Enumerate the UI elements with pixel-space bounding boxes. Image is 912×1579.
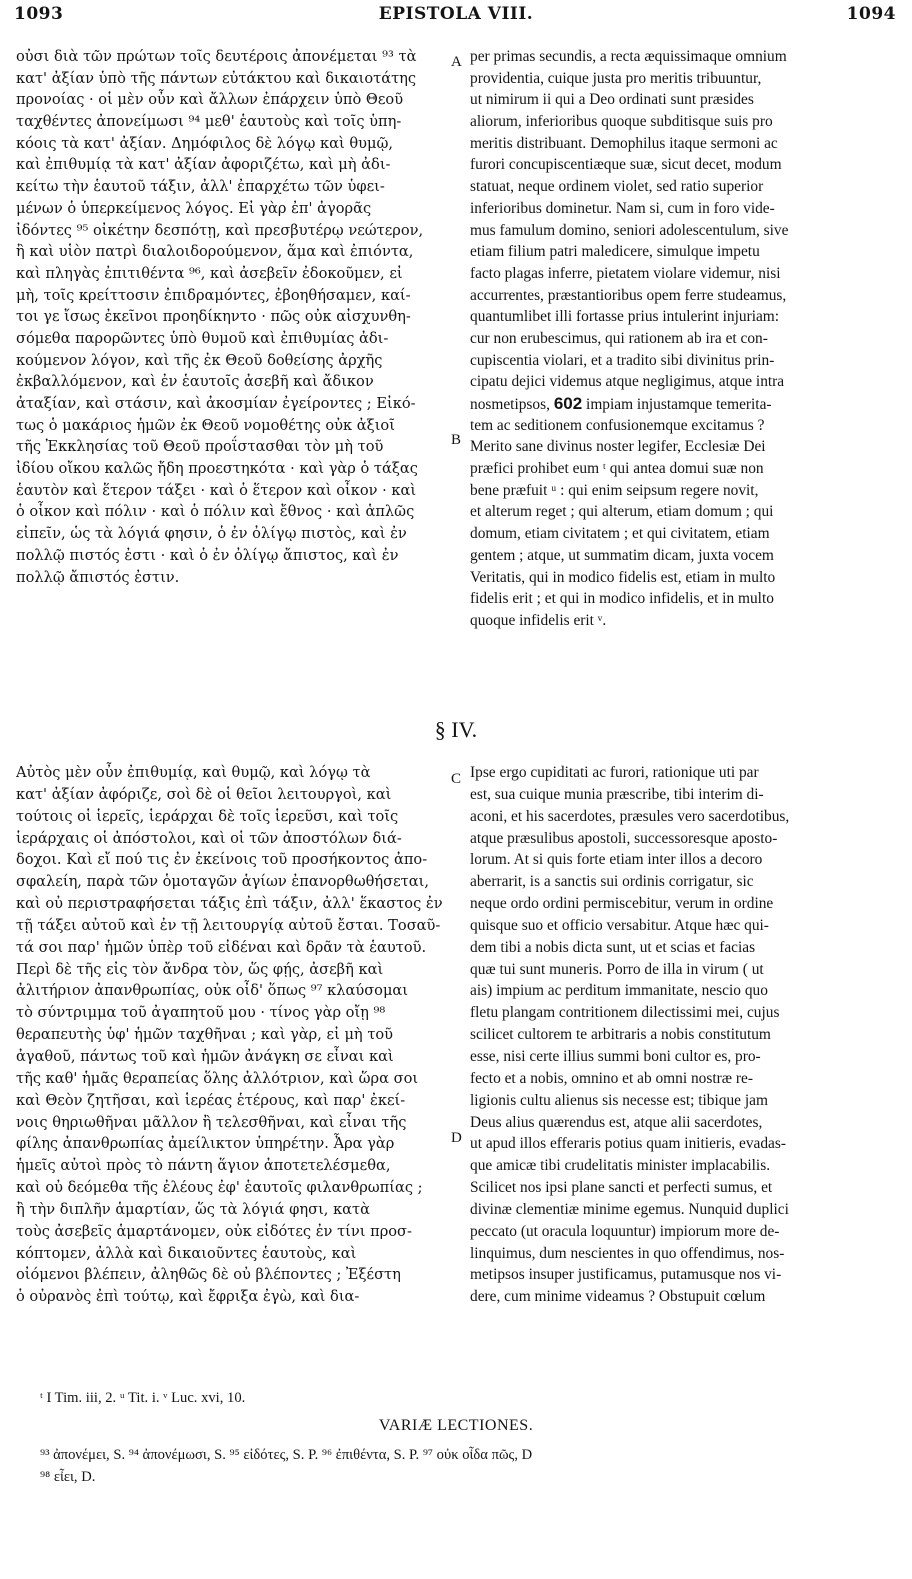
variae-line-2: ⁹⁸ εἶει, D. — [40, 1469, 96, 1485]
greek-text-line: καὶ πληγὰς ἐπιτιθέντα ⁹⁶, καὶ ἀσεβεῖν ἐδοκοῦμεν, εἰ — [16, 264, 403, 282]
latin-text-line: neque ordo ordini permiscebitur, verum in ordine — [470, 895, 774, 913]
greek-text-line: ἰδίου οἴκου καλῶς ἤδη προεστηκότα · καὶ γὰρ ὁ τάξας — [16, 460, 418, 478]
latin-text-line: Merito sane divinus noster legifer, Ecclesiæ Dei — [470, 438, 766, 456]
greek-text-line: καὶ ἐπιθυμίᾳ τὰ κατ' ἀξίαν ἀφοριζέτω, καὶ μὴ ἀδι- — [16, 156, 391, 174]
latin-line-text: nosmetipsos, — [470, 396, 550, 413]
greek-text-line: τὸ σύντριμμα τοῦ ἀγαπητοῦ μου · τίνος γὰρ οἴῃ ⁹⁸ — [16, 1004, 386, 1022]
latin-line-text: impiam injustamque temerita- — [586, 396, 772, 413]
greek-text-line: καὶ οὐ δεόμεθα τῆς ἐλέους ἐφ' ἑαυτοῖς φιλανθρωπίας ; — [16, 1179, 423, 1197]
latin-text-line: inferioribus dominetur. Nam si, cum in foro vide- — [470, 199, 775, 217]
greek-text-line: τως ὁ μακάριος ἡμῶν ἐκ Θεοῦ νομοθέτης οὐκ ἀξιοῖ — [16, 416, 395, 434]
latin-text-line: accurrentes, præstantioribus opem ferre studeamus, — [470, 286, 787, 304]
running-title: EPISTOLA VIII. — [378, 4, 534, 24]
greek-text-line: ἡμεῖς αὐτοὶ πρὸς τὸ πάντη ἅγιον ἀποτετελέσμεθα, — [16, 1157, 391, 1175]
greek-text-line: εἰπεῖν, ὡς τὰ λόγιά φησιν, ὁ ἐν ὀλίγῳ πιστὸς, καὶ ἐν — [16, 525, 407, 543]
greek-text-line: κείτω τὴν ἑαυτοῦ τάξιν, ἀλλ' ἐπαρχέτω τῶν ὑφει- — [16, 178, 385, 196]
greek-text-line: φίλης ἀπανθρωπίας ἀμείλικτον ὑπηρέτην. Ἆρα γὰρ — [16, 1135, 395, 1153]
greek-text-line: προνοίας · οἱ μὲν οὖν καὶ ἄλλων ἐπάρχειν ὑπὸ Θεοῦ — [16, 91, 404, 109]
greek-column-bottom — [16, 762, 446, 1308]
latin-text-line: aberrarit, is a sanctis sui ordinis corrigatur, sic — [470, 873, 754, 891]
greek-text-line: ἀταξίαν, καὶ στάσιν, καὶ ἀκοσμίαν ἐγείροντες ; Εἰκό- — [16, 395, 416, 412]
footnotes: ᵗ I Tim. iii, 2. ᵘ Tit. i. ᵛ Luc. xvi, 10. — [40, 1390, 246, 1406]
latin-column-top — [470, 46, 906, 632]
greek-text-line: τούτοις οἱ ἱερεῖς, ἱεράρχαι δὲ τοῖς ἱερεῦσι, καὶ τοῖς — [16, 807, 399, 825]
greek-text-line: πολλῷ ἄπιστός ἐστιν. — [16, 568, 180, 586]
greek-text-line: οὐσι διὰ τῶν πρώτων τοῖς δευτέροις ἀπονέμεται ⁹³ τὰ — [16, 48, 417, 65]
latin-text-line: que amicæ tibi crudelitatis minister implacabilis. — [470, 1157, 771, 1175]
latin-line-page-marker — [470, 393, 906, 415]
latin-text-line: metipsos insuper justificamus, putamusque nos vi- — [470, 1266, 782, 1284]
latin-text-line: ais) impium ac perditum immanitate, nescio quo — [470, 982, 768, 1000]
greek-text-line: κούμενον λόγον, καὶ τῆς ἐκ Θεοῦ δοθείσης ἀρχῆς — [16, 351, 383, 369]
latin-text-line: meritis distribuant. Demophilus itaque sermoni ac — [470, 134, 778, 152]
variae-lectiones-title: VARIÆ LECTIONES. — [378, 1417, 534, 1434]
latin-text-line: esse, nisi certe illius summi boni cultor es, pro- — [470, 1047, 761, 1065]
latin-text-line: fecto et a nobis, omnino et ab omni nostræ re- — [470, 1069, 753, 1087]
greek-text-line: ἢ τὴν διπλῆν ἁμαρτίαν, ὥς τὰ λόγιά φησι, κατὰ — [16, 1200, 370, 1218]
latin-text-line: ut apud illos efferaris potius quam initieris, evadas- — [470, 1135, 787, 1153]
latin-text-line: Veritatis, qui in modico fidelis est, etiam in multo — [470, 568, 776, 586]
greek-text-line: τοὺς ἀσεβεῖς ἁμαρτάνομεν, οὐκ εἰδότες ἐν τίνι προσ- — [16, 1222, 412, 1240]
latin-text-line: divinæ clementiæ minime egemus. Nunquid duplici — [470, 1200, 789, 1218]
latin-text-line: facto plagas inferre, pietatem violare videmur, nisi — [470, 264, 781, 282]
greek-text-line: κόοις τὰ κατ' ἀξίαν. Δημόφιλος δὲ λόγῳ καὶ θυμῷ, — [16, 134, 394, 152]
latin-text-line: dem tibi a nobis dicta sunt, ut et scias et facias — [470, 938, 756, 956]
greek-text-line: ὁ οὐρανὸς ἐπὶ τούτῳ, καὶ ἔφριξα ἐγὼ, καὶ δια- — [16, 1288, 360, 1306]
greek-text-line: οἰόμενοι βλέπειν, ἀληθῶς δὲ οὐ βλέποντες ; Ἐξέστη — [16, 1266, 401, 1284]
latin-text-line: atque præsulibus apostoli, successoresque aposto- — [470, 829, 778, 847]
latin-text-line: quisque suo et officio versabitur. Atque hæc qui- — [470, 916, 769, 934]
greek-text-line: ἀλιτήριον ἀπανθρωπίας, οὐκ οἶδ' ὅπως ⁹⁷ κλαύσομαι — [16, 982, 409, 1000]
greek-text-line: σφαλείη, παρὰ τῶν ὁμοταγῶν ἁγίων ἐπανορθωθήσεται, — [16, 873, 429, 891]
margin-letter-b: B — [451, 432, 462, 448]
greek-text-line: Αὐτὸς μὲν οὖν ἐπιθυμίᾳ, καὶ θυμῷ, καὶ λόγῳ τὰ — [16, 764, 371, 781]
latin-text-line: aliorum, inferioribus quoque subditisque suis pro — [470, 113, 773, 131]
greek-text-line: ἱεράρχαις οἱ ἀπόστολοι, καὶ οἱ τῶν ἀποστόλων διά- — [16, 829, 402, 847]
latin-text-line: cur non erubescimus, qui rationem ab ira et con- — [470, 329, 768, 347]
latin-text-line: etiam filium patri maledicere, simulque impetu — [470, 243, 760, 261]
greek-text-line: θεραπευτὴς ὑφ' ἡμῶν ταχθῆναι ; καὶ γὰρ, εἰ μὴ τοῦ — [16, 1026, 394, 1044]
latin-text-line: lorum. At si quis forte etiam inter illos a decoro — [470, 851, 763, 869]
latin-text-line: peccato (ut oracula loquuntur) impiorum more de- — [470, 1222, 780, 1240]
latin-text-line: cipatu dejici videmus atque negligimus, atque intra — [470, 373, 785, 391]
latin-text-line: et alterum reget ; qui alterum, etiam domum ; qui — [470, 503, 774, 521]
latin-text-line: linquimus, dum nescientes in quo offendimus, nos- — [470, 1244, 785, 1262]
greek-text-line: σόμεθα παρορῶντες ὑπὸ θυμοῦ καὶ ἐπιθυμίας ἀδι- — [16, 329, 389, 347]
latin-text-line: quæ tui sunt muneris. Porro de illa in virum ( ut — [470, 960, 764, 978]
greek-text-line: μένων ὁ ὑπερκείμενος λόγος. Εἰ γὰρ ἐπ' ἀγορᾶς — [16, 199, 372, 217]
greek-text-line: ἐκβαλλόμενον, καὶ ἐν ἑαυτοῖς ἀσεβῆ καὶ ἄδικον — [16, 373, 374, 391]
left-page-number: 1093 — [14, 4, 64, 24]
greek-text-line: μὴ, τοῖς κρείττοσιν ἐπιδραμόντες, ἐβοηθήσαμεν, καί- — [16, 286, 411, 304]
greek-text-line: τῇ τάξει αὐτοῦ καὶ ἐν τῇ λειτουργίᾳ αὐτοῦ ἔσται. Τοσαῦ- — [16, 916, 441, 934]
latin-text-line: dere, cum minime videamus ? Obstupuit cœlum — [470, 1288, 766, 1306]
greek-text-line: Περὶ δὲ τῆς εἰς τὸν ἄνδρα τὸν, ὥς φῄς, ἀσεβῆ καὶ — [16, 960, 384, 978]
greek-text-line: δοχοι. Καὶ εἴ πού τις ἐν ἐκείνοις τοῦ προσήκοντος ἀπο- — [16, 851, 428, 869]
greek-text-line: νοις θηριωθῆναι μᾶλλον ἢ τελεσθῆναι, καὶ εἶναι τῆς — [16, 1113, 407, 1131]
latin-text-line: fletu plangam contritionem dilectissimi mei, cujus — [470, 1004, 780, 1022]
latin-column-bottom — [470, 762, 906, 1308]
latin-text-line: furori concupiscentiæque suæ, sicut decet, modum — [470, 156, 782, 174]
greek-text-line: ὁ οἶκον καὶ πόλιν · καὶ ὁ πόλιν καὶ ἔθνος · καὶ ἁπλῶς — [16, 503, 415, 521]
latin-text-line: scilicet cultorem te arbitraris a nobis constitutum — [470, 1026, 771, 1044]
greek-text-line: ἢ καὶ υἱὸν πατρὶ διαλοιδορούμενον, ἅμα καὶ ἐπιόντα, — [16, 243, 414, 261]
latin-text-line: gentem ; atque, ut summatim dicam, juxta vocem — [470, 546, 774, 564]
latin-text-line: cupiscentia violari, et a tradito sibi divinitus prin- — [470, 351, 775, 369]
latin-text-line: statuat, neque ordinem violet, sed ratio superior — [470, 178, 764, 196]
section-title: § IV. — [434, 717, 478, 742]
latin-text-line: domum, etiam civitatem ; et qui civitatem, etiam — [470, 525, 770, 543]
latin-text-line: tem ac seditionem confusionemque excitamus ? — [470, 416, 765, 434]
greek-text-line: καὶ Θεὸν ζητῆσαι, καὶ ἱερέας ἑτέρους, καὶ παρ' ἐκεί- — [16, 1091, 406, 1109]
greek-text-line: ταχθέντες ἀπονείμωσι ⁹⁴ μεθ' ἑαυτοὺς καὶ τοῖς ὑπη- — [16, 113, 402, 131]
latin-text-line: ut nimirum ii qui a Deo ordinati sunt præsides — [470, 91, 754, 109]
latin-text-line: fidelis erit ; et qui in modico infidelis, et in multo — [470, 590, 774, 608]
greek-text-line: τά σοι παρ' ἡμῶν ὑπὲρ τοῦ εἰδέναι καὶ δρᾶν τὰ ἑαυτοῦ. — [16, 938, 427, 956]
margin-letter-a: A — [451, 54, 462, 70]
greek-text-line: κατ' ἀξίαν ὑπὸ τῆς πάντων εὐτάκτου καὶ δικαιοτάτης — [16, 69, 417, 87]
greek-text-line: τῆς καθ' ἡμᾶς θεραπείας ὅλης ἀλλότριον, καὶ ὥρα σοι — [16, 1069, 419, 1087]
latin-text-line: quoque infidelis erit ᵛ. — [470, 611, 607, 629]
greek-text-line: κατ' ἀξίαν ἀφόριζε, σοὶ δὲ οἱ θεῖοι λειτουργοὶ, καὶ — [16, 785, 392, 803]
latin-text-line: Scilicet nos ipsi plane sancti et perfecti sumus, et — [470, 1179, 773, 1197]
greek-text-line: ἑαυτὸν καὶ ἕτερον τάξει · καὶ ὁ ἕτερον καὶ οἶκον · καὶ — [16, 481, 417, 499]
latin-text-line: est, sua cuique munia præscribe, tibi interim di- — [470, 785, 764, 803]
latin-text-line: aconi, et his sacerdotes, præsules vero sacerdotibus, — [470, 807, 790, 825]
latin-text-line: ligionis cultu alienus sis necesse est; tibique jam — [470, 1091, 768, 1109]
greek-text-line: πολλῷ πιστός ἐστι · καὶ ὁ ἐν ὀλίγῳ ἄπιστος, καὶ ἐν — [16, 546, 399, 564]
right-page-number: 1094 — [846, 4, 896, 24]
latin-text-line: Deus alius quærendus est, atque alii sacerdotes, — [470, 1113, 763, 1131]
greek-text-line: κόπτομεν, ἀλλὰ καὶ δικαιοῦντες ἑαυτοὺς, καὶ — [16, 1244, 357, 1262]
greek-text-line: ἀγαθοῦ, πάντως τοῦ καὶ ἡμῶν ἀνάγκη σε εἶναι καὶ — [16, 1047, 394, 1065]
margin-letter-d: D — [451, 1130, 462, 1146]
latin-text-line: Ipse ergo cupiditati ac furori, rationique uti par — [470, 764, 759, 781]
latin-text-line: per primas secundis, a recta æquissimaque omnium — [470, 48, 787, 65]
latin-text-line: providentia, cuique justa pro meritis tribuuntur, — [470, 69, 762, 87]
latin-text-line: bene præfuit ᵘ : qui enim seipsum regere novit, — [470, 481, 759, 499]
greek-text-line: τῆς Ἐκκλησίας τοῦ Θεοῦ προΐστασθαι τὸν μὴ τοῦ — [16, 438, 384, 456]
greek-text-line: τοι γε ἴσως ἐκεῖνοι προηδίκηντο · πῶς οὐκ αἰσχυνθη- — [16, 308, 411, 326]
latin-text-line: præfici prohibet eum ᵗ qui antea domui suæ non — [470, 460, 764, 478]
greek-column-top — [16, 46, 446, 588]
margin-letter-c: C — [451, 771, 462, 787]
greek-text-line: ἰδόντες ⁹⁵ οἰκέτην δεσπότῃ, καὶ πρεσβυτέρῳ νεώτερον, — [16, 221, 424, 239]
greek-text-line: καὶ οὐ περιστραφήσεται τάξις ἐπὶ τάξιν, ἀλλ' ἕκαστος ἐν — [16, 895, 443, 913]
page-marker-602: 602 — [553, 394, 583, 413]
latin-text-line: quantumlibet illi fortasse prius intulerint injuriam: — [470, 308, 780, 326]
latin-text-line: mus famulum domino, seniori adolescentulum, sive — [470, 221, 789, 239]
variae-line-1: ⁹³ ἀπονέμει, S. ⁹⁴ ἀπονέμωσι, S. ⁹⁵ εἰδότες, S. P. ⁹⁶ ἐπιθέντα, S. P. ⁹⁷ οὐκ οἶδα πῶς, D — [40, 1447, 533, 1463]
